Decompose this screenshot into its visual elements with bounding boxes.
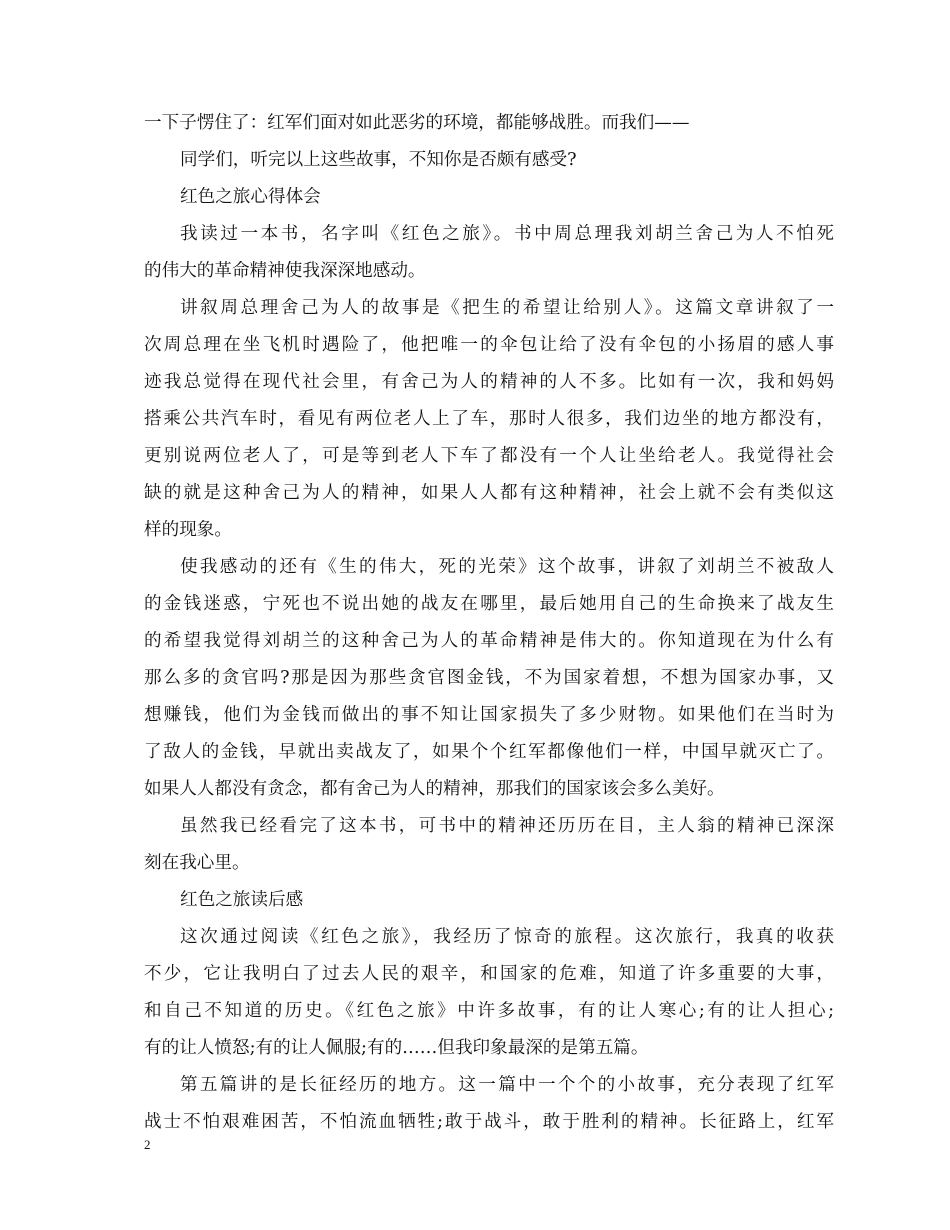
text-line: 这次通过阅读《红色之旅》，我经历了惊奇的旅程。这次旅行，我真的收获 [180, 927, 834, 947]
text-line: 虽然我已经看完了这本书，可书中的精神还历历在目，主人翁的精神已深深 [180, 816, 834, 836]
text-line: 那么多的贪官吗?那是因为那些贪官图金钱，不为国家着想，不想为国家办事，又 [144, 668, 834, 688]
text-line: 想赚钱，他们为金钱而做出的事不知让国家损失了多少财物。如果他们在当时为 [144, 705, 834, 725]
text-line: 的伟大的革命精神使我深深地感动。 [144, 261, 426, 281]
text-line: 缺的就是这种舍己为人的精神，如果人人都有这种精神，社会上就不会有类似这 [144, 483, 834, 503]
text-line: 同学们，听完以上这些故事，不知你是否颇有感受? [180, 150, 577, 170]
text-line: 红色之旅读后感 [180, 890, 304, 910]
text-line: 次周总理在坐飞机时遇险了，他把唯一的伞包让给了没有伞包的小扬眉的感人事 [144, 335, 834, 355]
text-line: 第五篇讲的是长征经历的地方。这一篇中一个个的小故事，充分表现了红军 [180, 1075, 834, 1095]
text-line: 使我感动的还有《生的伟大，死的光荣》这个故事，讲叙了刘胡兰不被敌人 [180, 557, 834, 577]
text-line: 了敌人的金钱，早就出卖战友了，如果个个红军都像他们一样，中国早就灭亡了。 [144, 742, 834, 762]
text-line: 搭乘公共汽车时，看见有两位老人上了车，那时人很多，我们边坐的地方都没有， [144, 409, 834, 429]
text-line: 如果人人都没有贪念，都有舍己为人的精神，那我们的国家该会多么美好。 [144, 779, 725, 799]
text-line: 的希望我觉得刘胡兰的这种舍己为人的革命精神是伟大的。你知道现在为什么有 [144, 631, 834, 651]
page-number: 2 [144, 1137, 151, 1152]
text-line: 有的让人愤怒;有的让人佩服;有的……但我印象最深的是第五篇。 [144, 1038, 649, 1058]
text-line: 更别说两位老人了，可是等到老人下车了都没有一个人让坐给老人。我觉得社会 [144, 446, 834, 466]
text-line: 的金钱迷惑，宁死也不说出她的战友在哪里，最后她用自己的生命换来了战友生 [144, 594, 834, 614]
text-line: 不少，它让我明白了过去人民的艰辛，和国家的危难，知道了许多重要的大事， [144, 964, 834, 984]
text-line: 和自己不知道的历史。《红色之旅》中许多故事，有的让人寒心;有的让人担心; [144, 1001, 834, 1021]
text-line: 战士不怕艰难困苦，不怕流血牺牲;敢于战斗，敢于胜利的精神。长征路上，红军 [144, 1112, 834, 1132]
text-line: 红色之旅心得体会 [180, 187, 321, 207]
text-line: 我读过一本书，名字叫《红色之旅》。书中周总理我刘胡兰舍己为人不怕死 [180, 224, 834, 244]
text-line: 样的现象。 [144, 520, 232, 540]
text-line: 迹我总觉得在现代社会里，有舍己为人的精神的人不多。比如有一次，我和妈妈 [144, 372, 834, 392]
text-line: 刻在我心里。 [144, 853, 250, 873]
text-line: 一下子愣住了：红军们面对如此恶劣的环境，都能够战胜。而我们—— [144, 113, 690, 133]
text-line: 讲叙周总理舍己为人的故事是《把生的希望让给别人》。这篇文章讲叙了一 [180, 298, 834, 318]
